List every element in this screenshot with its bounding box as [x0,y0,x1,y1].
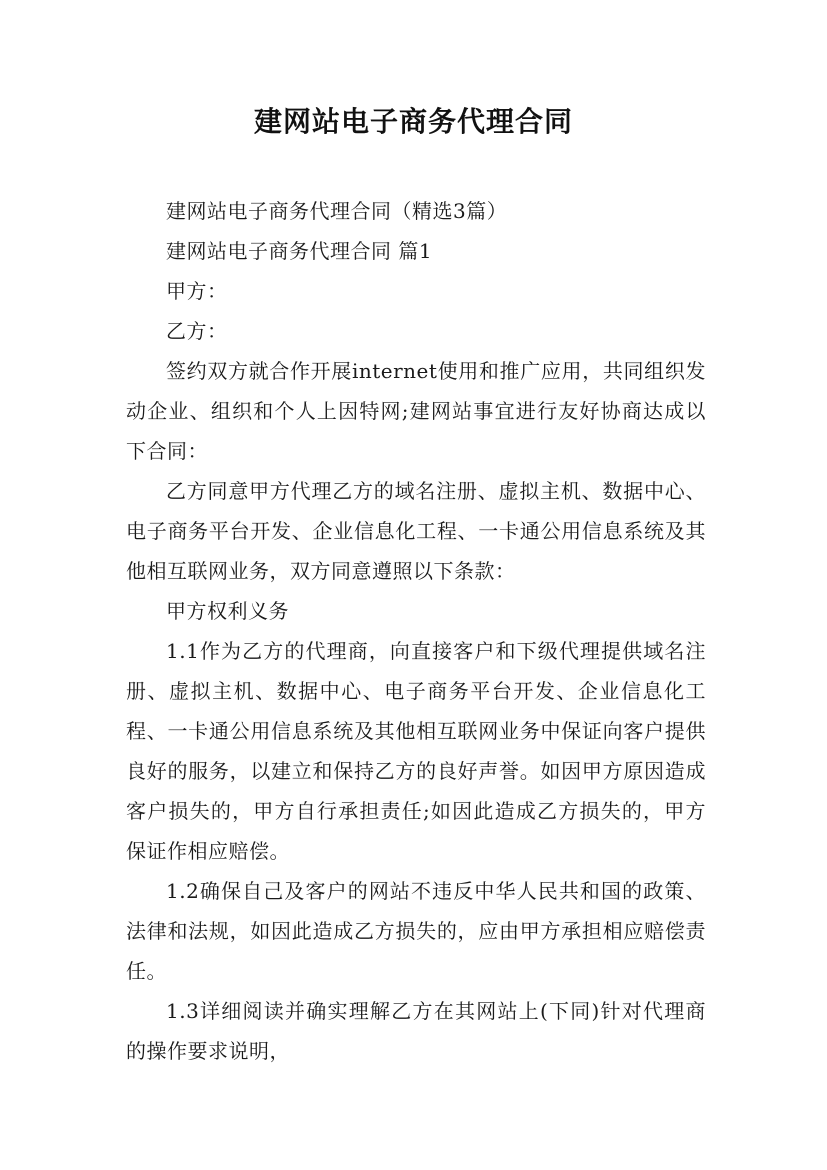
paragraph-party-b: 乙方： [166,319,228,343]
paragraph-subtitle: 建网站电子商务代理合同（精选3篇） [166,199,508,223]
paragraph-section-heading: 建网站电子商务代理合同 篇1 [166,239,433,263]
paragraph-rights-heading: 甲方权利义务 [166,599,289,623]
document-title: 建网站电子商务代理合同 [253,105,573,138]
document-body [126,191,706,1071]
paragraph-party-a: 甲方： [166,279,228,303]
paragraph-clause-1-3: 1.3详细阅读并确实理解乙方在其网站上(下同)针对代理商的操作要求说明， [126,999,706,1063]
paragraph-clause-1-1: 1.1作为乙方的代理商，向直接客户和下级代理提供域名注册、虚拟主机、数据中心、电子商务平台开发、企业信息化工程、一卡通公用信息系统及其他相互联网业务中保证向客户提供良好的服务，以建立和保持乙方的良好声誉。如因甲方原因造成客户损失的，甲方自行承担责任;如因此造成乙方损失的，甲方保证作相应赔偿。 [126,639,706,863]
paragraph-preamble: 签约双方就合作开展internet使用和推广应用，共同组织发动企业、组织和个人上因特网;建网站事宜进行友好协商达成以下合同： [126,359,706,463]
paragraph-clause-1-2: 1.2确保自己及客户的网站不违反中华人民共和国的政策、法律和法规，如因此造成乙方损失的，应由甲方承担相应赔偿责任。 [126,879,706,983]
paragraph-agreement-scope: 乙方同意甲方代理乙方的域名注册、虚拟主机、数据中心、电子商务平台开发、企业信息化工程、一卡通公用信息系统及其他相互联网业务，双方同意遵照以下条款： [126,479,706,583]
